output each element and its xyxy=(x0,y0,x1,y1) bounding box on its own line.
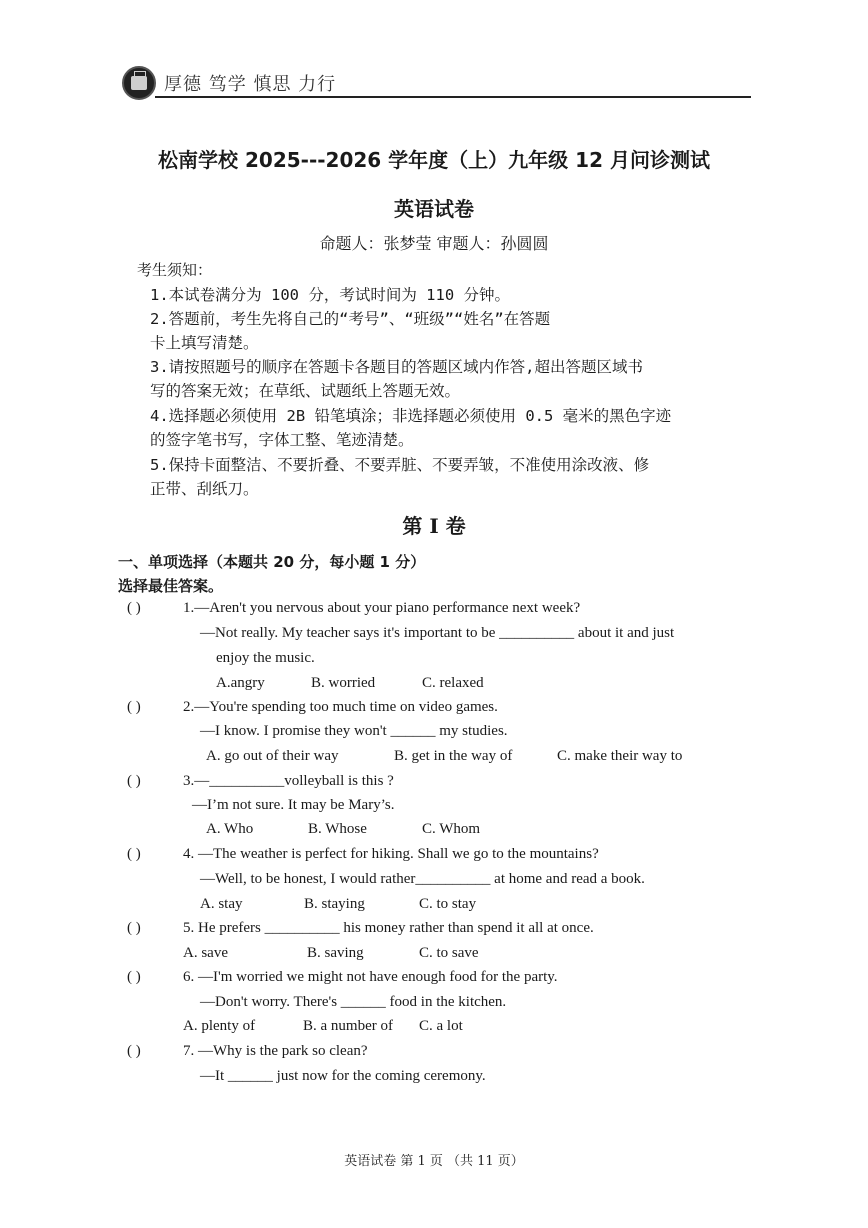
option-b: B. Whose xyxy=(308,821,367,837)
exam-subtitle: 英语试卷 xyxy=(394,197,474,221)
option-c: C. relaxed xyxy=(422,675,484,691)
option-c: C. Whom xyxy=(422,821,481,837)
option-b: B. get in the way of xyxy=(394,748,513,764)
option-a: A. Who xyxy=(206,821,254,837)
option-a: A. save xyxy=(183,945,228,961)
answer-blank[interactable]: ( ) xyxy=(127,969,141,985)
option-a: A. go out of their way xyxy=(206,748,339,764)
option-c: C. a lot xyxy=(419,1018,463,1034)
option-c: C. to save xyxy=(419,945,479,961)
notice-line: 1.本试卷满分为 100 分，考试时间为 110 分钟。 xyxy=(150,286,510,304)
exam-authors: 命题人：张梦莹 审题人：孙圆圆 xyxy=(319,234,549,253)
answer-blank[interactable]: ( ) xyxy=(127,600,141,616)
option-b: B. saving xyxy=(307,945,364,961)
question-stem: 5. He prefers __________ his money rather than spend it all at once. xyxy=(183,920,594,936)
question-line: —I’m not sure. It may be Mary’s. xyxy=(192,797,395,813)
answer-blank[interactable]: ( ) xyxy=(127,920,141,936)
notice-heading: 考生须知： xyxy=(137,261,213,279)
question-line: enjoy the music. xyxy=(216,650,315,666)
option-a: A. stay xyxy=(200,896,243,912)
answer-blank[interactable]: ( ) xyxy=(127,846,141,862)
question-stem: 2.—You're spending too much time on video games. xyxy=(183,699,498,715)
question-stem: 6. —I'm worried we might not have enough food for the party. xyxy=(183,969,558,985)
notice-line: 正带、刮纸刀。 xyxy=(150,480,259,498)
section-title: 第 I 卷 xyxy=(402,514,466,538)
school-emblem-icon xyxy=(122,66,156,100)
exam-title: 松南学校 2025---2026 学年度（上）九年级 12 月问诊测试 xyxy=(158,148,710,172)
question-line: —Well, to be honest, I would rather__________ at home and read a book. xyxy=(200,871,645,887)
answer-blank[interactable]: ( ) xyxy=(127,1043,141,1059)
question-line: —I know. I promise they won't ______ my studies. xyxy=(200,723,508,739)
question-line: —It ______ just now for the coming ceremony. xyxy=(200,1068,486,1084)
option-c: C. to stay xyxy=(419,896,477,912)
notice-line: 2.答题前，考生先将自己的“考号”、“班级”“姓名”在答题 xyxy=(150,310,551,328)
part-heading: 一、单项选择（本题共 20 分，每小题 1 分） xyxy=(118,553,426,571)
notice-line: 卡上填写清楚。 xyxy=(150,334,259,352)
option-b: B. worried xyxy=(311,675,376,691)
header-rule xyxy=(155,96,751,98)
question-stem: 4. —The weather is perfect for hiking. Shall we go to the mountains? xyxy=(183,846,599,862)
question-line: —Don't worry. There's ______ food in the kitchen. xyxy=(200,994,507,1010)
notice-line: 4.选择题必须使用 2B 铅笔填涂；非选择题必须使用 0.5 毫米的黑色字迹 xyxy=(150,407,672,425)
option-c: C. make their way to xyxy=(557,748,683,764)
answer-blank[interactable]: ( ) xyxy=(127,699,141,715)
question-line: —Not really. My teacher says it's important to be __________ about it and just xyxy=(200,625,675,641)
question-stem: 7. —Why is the park so clean? xyxy=(183,1043,368,1059)
notice-line: 3.请按照题号的顺序在答题卡各题目的答题区域内作答,超出答题区域书 xyxy=(150,358,643,376)
answer-blank[interactable]: ( ) xyxy=(127,773,141,789)
option-b: B. staying xyxy=(304,896,365,912)
part-instruction: 选择最佳答案。 xyxy=(118,577,224,595)
notice-line: 5.保持卡面整洁、不要折叠、不要弄脏、不要弄皱，不准使用涂改液、修 xyxy=(150,456,650,474)
notice-line: 写的答案无效；在草纸、试题纸上答题无效。 xyxy=(150,382,461,400)
option-b: B. a number of xyxy=(303,1018,393,1034)
question-stem: 3.—__________volleyball is this ? xyxy=(183,773,394,789)
notice-line: 的签字笔书写，字体工整、笔迹清楚。 xyxy=(150,431,414,449)
page-footer: 英语试卷 第 1 页 （共 11 页） xyxy=(344,1154,524,1169)
option-a: A. plenty of xyxy=(183,1018,256,1034)
school-motto: 厚德 笃学 慎思 力行 xyxy=(164,74,337,95)
question-stem: 1.—Aren't you nervous about your piano performance next week? xyxy=(183,600,581,616)
option-a: A.angry xyxy=(216,675,265,691)
